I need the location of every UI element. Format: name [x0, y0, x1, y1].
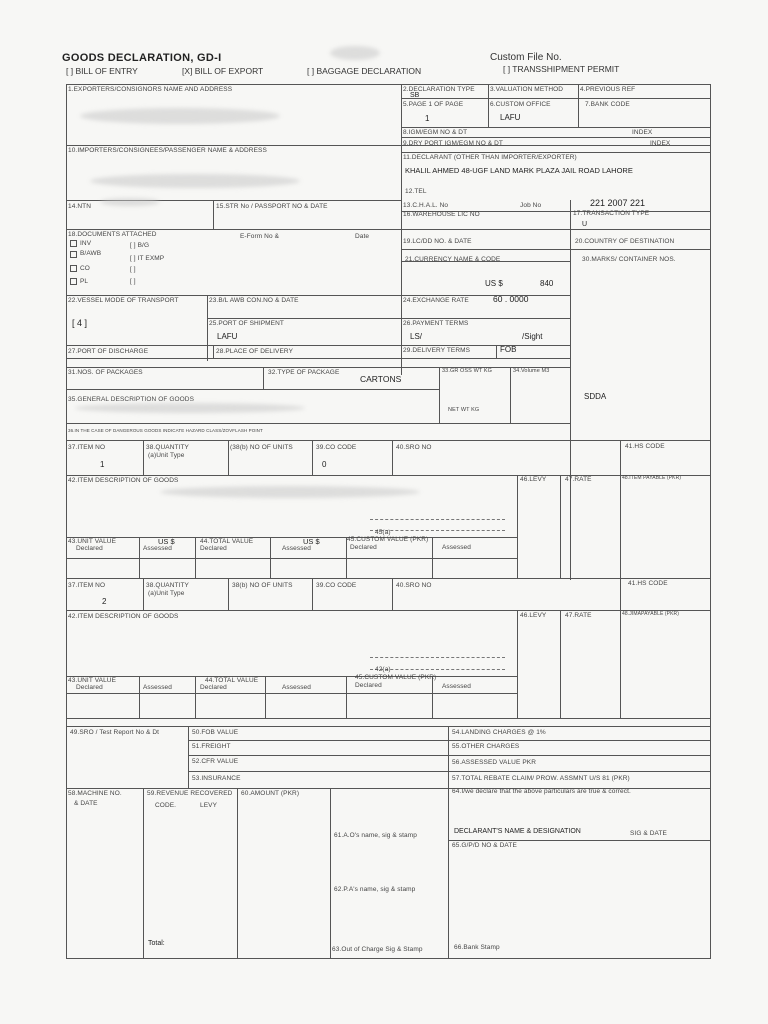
exchange-rate-value: 60 . 0000: [493, 294, 529, 304]
custom-file-label: Custom File No.: [490, 52, 562, 63]
bg-option: [ ] B/G: [130, 242, 150, 249]
inv-label: INV: [80, 240, 92, 247]
index-label-1: INDEX: [632, 129, 653, 136]
fob-value-label: 50.FOB VALUE: [192, 729, 239, 736]
revenue-levy-label: LEVY: [200, 802, 218, 809]
exporters-label: 1.EXPORTERS/CONSIGNORS NAME AND ADDRESS: [68, 86, 233, 93]
custom-office-label: 6.CUSTOM OFFICE: [490, 101, 551, 108]
declaration-type-value: SB: [410, 92, 420, 99]
amount-label: 60.AMOUNT (PKR): [241, 790, 300, 797]
ntn-redaction: [100, 198, 160, 206]
pl-checkbox[interactable]: [70, 278, 77, 285]
item1-assessed-label-1: Assessed: [143, 545, 172, 552]
signature-date-label: SIG & DATE: [630, 830, 667, 837]
exchange-rate-label: 24.EXCHANGE RATE: [403, 297, 469, 304]
general-description-label: 35.GENERAL DESCRIPTION OF GOODS: [68, 396, 195, 403]
page-value: 1: [425, 114, 430, 123]
item1-total-value-label: 44.TOTAL VALUE: [200, 538, 254, 545]
port-shipment-value: LAFU: [217, 332, 238, 341]
transaction-type-value: U: [582, 221, 588, 228]
item1-assessed-label-2: Assessed: [282, 545, 311, 552]
item2-co-code-label: 39.CO CODE: [316, 582, 357, 589]
warehouse-label: 16.WAREHOUSE LIC NO: [403, 211, 480, 218]
pl-label: PL: [80, 278, 89, 285]
page-label: 5.PAGE 1 OF PAGE: [403, 101, 464, 108]
item2-no-label: 37.ITEM NO: [68, 582, 106, 589]
item2-quantity-label: 38.QUANTITY: [146, 582, 189, 589]
item1-quantity-label: 38.QUANTITY: [146, 444, 189, 451]
port-discharge-label: 27.PORT OF DISCHARGE: [68, 348, 149, 355]
co-checkbox[interactable]: [70, 265, 77, 272]
item1-co-code-label: 39.CO CODE: [316, 444, 357, 451]
payment-terms-value: LS/: [410, 332, 423, 341]
machine-no-label: 58.MACHINE NO.: [68, 790, 122, 797]
item1-usd-label-2: US $: [303, 537, 320, 546]
item2-45a-label: 42(a): [375, 666, 391, 673]
item1-usd-label: US $: [158, 537, 175, 546]
item2-declared-label-3: Declared: [355, 682, 382, 689]
documents-attached-label: 18.DOCUMENTS ATTACHED: [68, 231, 157, 238]
item2-declared-label-2: Declared: [200, 684, 227, 691]
declarant-name-label: DECLARANT'S NAME & DESIGNATION: [454, 828, 581, 835]
item1-assessed-label-3: Assessed: [442, 544, 471, 551]
bank-code-label: 7.BANK CODE: [585, 101, 630, 108]
item2-rate-label: 47.RATE: [565, 612, 592, 619]
other-charges-label: 55.OTHER CHARGES: [452, 743, 520, 750]
assessed-value-label: 56.ASSESSED VALUE PKR: [452, 759, 536, 766]
sdda-value: SDDA: [584, 392, 607, 401]
importer-redaction: [90, 174, 300, 188]
exporter-redaction: [80, 108, 280, 124]
dangerous-goods-label: 36.IN THE CASE OF DANGEROUS GOODS INDICATE HAZARD CLASS/ZOVFLASH POINT: [68, 428, 263, 433]
item1-rate-label: 47.RATE: [565, 476, 592, 483]
item2-custom-value-label: 45.CUSTOM VALUE (PKR): [355, 674, 437, 681]
description-redaction: [75, 403, 305, 413]
currency-code-value: 840: [540, 279, 554, 288]
revenue-code-label: CODE.: [155, 802, 177, 809]
blank-option-1: [ ]: [130, 266, 136, 273]
bawb-label: B/AWB: [80, 250, 102, 257]
item2-levy-label: 46.LEVY: [520, 612, 547, 619]
marks-container-label: 30.MARKS/ CONTAINER NOS.: [582, 256, 676, 263]
net-weight-label: NET WT KG: [448, 407, 480, 413]
country-destination-label: 20.COUNTRY OF DESTINATION: [575, 238, 675, 245]
payment-terms-label: 26.PAYMENT TERMS: [403, 320, 469, 327]
bill-of-entry-option: [ ] BILL OF ENTRY: [66, 66, 138, 76]
type-package-label: 32.TYPE OF PACKAGE: [268, 369, 340, 376]
payment-terms-value-2: /Sight: [522, 332, 543, 341]
blank-option-2: [ ]: [130, 278, 136, 285]
transshipment-permit-option: [ ] TRANSSHIPMENT PERMIT: [503, 64, 620, 74]
job-no-value: 221 2007 221: [590, 198, 646, 208]
item2-sro-label: 40.SRO NO: [396, 582, 432, 589]
declaration-type-label: 2.DECLARATION TYPE: [403, 86, 475, 93]
item1-declared-label-3: Declared: [350, 544, 377, 551]
lc-dd-label: 19.LC/DD NO. & DATE: [403, 238, 472, 245]
item1-45a-label: 45(a): [375, 529, 391, 536]
form-title: GOODS DECLARATION, GD-I: [62, 52, 222, 64]
insurance-label: 53.INSURANCE: [192, 775, 241, 782]
volume-label: 34.Volume M3: [513, 368, 550, 374]
gross-weight-label: 33.GR OSS WT KG: [442, 368, 492, 374]
item1-custom-value-label: 45.CUSTOM VALUE (PKR): [347, 536, 429, 543]
item1-no-label: 37.ITEM NO: [68, 444, 106, 451]
item1-description-redaction: [160, 486, 420, 498]
co-label: CO: [80, 265, 90, 272]
ao-signature-label: 61.A.O's name, sig & stamp: [334, 832, 417, 839]
cfr-value-label: 52.CFR VALUE: [192, 758, 239, 765]
item1-units-label: (38(b) NO OF UNITS: [230, 444, 293, 451]
item2-hs-code-label: 41.HS CODE: [628, 580, 668, 587]
job-no-label: Job No: [520, 202, 542, 209]
str-passport-label: 15.STR No / PASSPORT NO & DATE: [216, 203, 328, 210]
delivery-terms-label: 29.DELIVERY TERMS: [403, 347, 471, 354]
eform-date-label: Date: [355, 233, 370, 240]
dry-port-label: 9.DRY PORT IGM/EGM NO & DT: [403, 140, 503, 147]
gd-no-date-label: 65.G/P/D NO & DATE: [452, 842, 517, 849]
item1-hs-code-label: 41.HS CODE: [625, 443, 665, 450]
declarant-value: KHALIL AHMED 48-UGF LAND MARK PLAZA JAIL ROAD LAHORE: [405, 166, 633, 175]
rebate-claim-label: 57.TOTAL REBATE CLAIM/ PROW. ASSMNT U/S 81 (PKR): [452, 775, 630, 782]
ntn-label: 14.NTN: [68, 203, 91, 210]
item1-no-value: 1: [100, 460, 105, 469]
igm-egm-label: 8.IGM/EGM NO & DT: [403, 129, 468, 136]
declaration-statement: 64.I/we declare that the above particulars are true & correct.: [452, 788, 631, 795]
pa-signature-label: 62.P.A's name, sig & stamp: [334, 886, 416, 893]
landing-charges-label: 54.LANDING CHARGES @ 1%: [452, 729, 546, 736]
out-of-charge-label: 63.Out of Charge Sig & Stamp: [332, 946, 423, 953]
item2-description-label: 42.ITEM DESCRIPTION OF GOODS: [68, 613, 179, 620]
item2-assessed-label-2: Assessed: [282, 684, 311, 691]
baggage-declaration-option: [ ] BAGGAGE DECLARATION: [307, 66, 422, 76]
item2-assessed-label-3: Assessed: [442, 683, 471, 690]
port-shipment-label: 25.PORT OF SHIPMENT: [209, 320, 284, 327]
item1-declared-label-2: Declared: [200, 545, 227, 552]
item2-declared-label-1: Declared: [76, 684, 103, 691]
item1-unit-value-label: 43.UNIT VALUE: [68, 538, 117, 545]
currency-label: 21.CURRENCY NAME & CODE: [405, 256, 501, 263]
bl-awb-label: 23.B/L AWB CON.NO & DATE: [209, 297, 299, 304]
eform-label: E-Form No &: [240, 233, 280, 240]
item1-declared-label-1: Declared: [76, 545, 103, 552]
item1-co-code-value: 0: [322, 460, 327, 469]
freight-label: 51.FREIGHT: [192, 743, 231, 750]
nos-packages-label: 31.NOS. OF PACKAGES: [68, 369, 143, 376]
bank-stamp-label: 66.Bank Stamp: [454, 944, 500, 951]
bill-of-export-option: [X] BILL OF EXPORT: [182, 66, 264, 76]
item2-total-value-label: 44.TOTAL VALUE: [205, 677, 259, 684]
tel-label: 12.TEL: [405, 188, 427, 195]
delivery-terms-value: FOB: [500, 345, 517, 354]
previous-ref-label: 4.PREVIOUS REF: [580, 86, 636, 93]
item2-no-value: 2: [102, 597, 107, 606]
item1-sro-label: 40.SRO NO: [396, 444, 432, 451]
revenue-recovered-label: 59.REVENUE RECOVERED: [147, 790, 233, 797]
item1-payable-label: 48.ITEM PAYABLE (PKR): [622, 475, 682, 481]
place-delivery-label: 28.PLACE OF DELIVERY: [216, 348, 294, 355]
item1-unit-type-label: (a)Unit Type: [148, 452, 185, 459]
it-exmp-option: [ ] IT EXMP: [130, 255, 165, 262]
inv-checkbox[interactable]: [70, 240, 77, 247]
machine-date-label: & DATE: [74, 800, 98, 807]
item2-unit-value-label: 43.UNIT VALUE: [68, 677, 117, 684]
total-label: Total:: [148, 940, 165, 947]
item2-payable-label: 48.JIMAPAYABLE (PKR): [622, 611, 680, 617]
index-label-2: INDEX: [650, 140, 671, 147]
currency-value: US $: [485, 279, 503, 288]
item1-levy-label: 46.LEVY: [520, 476, 547, 483]
item2-assessed-label-1: Assessed: [143, 684, 172, 691]
item1-description-label: 42.ITEM DESCRIPTION OF GOODS: [68, 477, 179, 484]
vessel-mode-label: 22.VESSEL MODE OF TRANSPORT: [68, 297, 179, 304]
item2-unit-type-label: (a)Unit Type: [148, 590, 185, 597]
type-package-value: CARTONS: [360, 374, 402, 384]
declarant-label: 11.DECLARANT (OTHER THAN IMPORTER/EXPORTER): [403, 154, 577, 161]
item2-units-label: 38(b) NO OF UNITS: [232, 582, 293, 589]
chal-label: 13.C.H.A.L. No: [403, 202, 449, 209]
valuation-method-label: 3.VALUATION METHOD: [490, 86, 564, 93]
bawb-checkbox[interactable]: [70, 251, 77, 258]
transaction-type-label: 17.TRANSACTION TYPE: [573, 210, 650, 217]
importers-label: 10.IMPORTERS/CONSIGNEES/PASSENGER NAME & ADDRESS: [68, 147, 267, 154]
sro-test-report-label: 49.SRO / Test Report No & Dt: [70, 729, 160, 736]
header-smudge: [330, 46, 380, 60]
vessel-mode-value: [ 4 ]: [72, 318, 88, 328]
custom-office-value: LAFU: [500, 113, 521, 122]
